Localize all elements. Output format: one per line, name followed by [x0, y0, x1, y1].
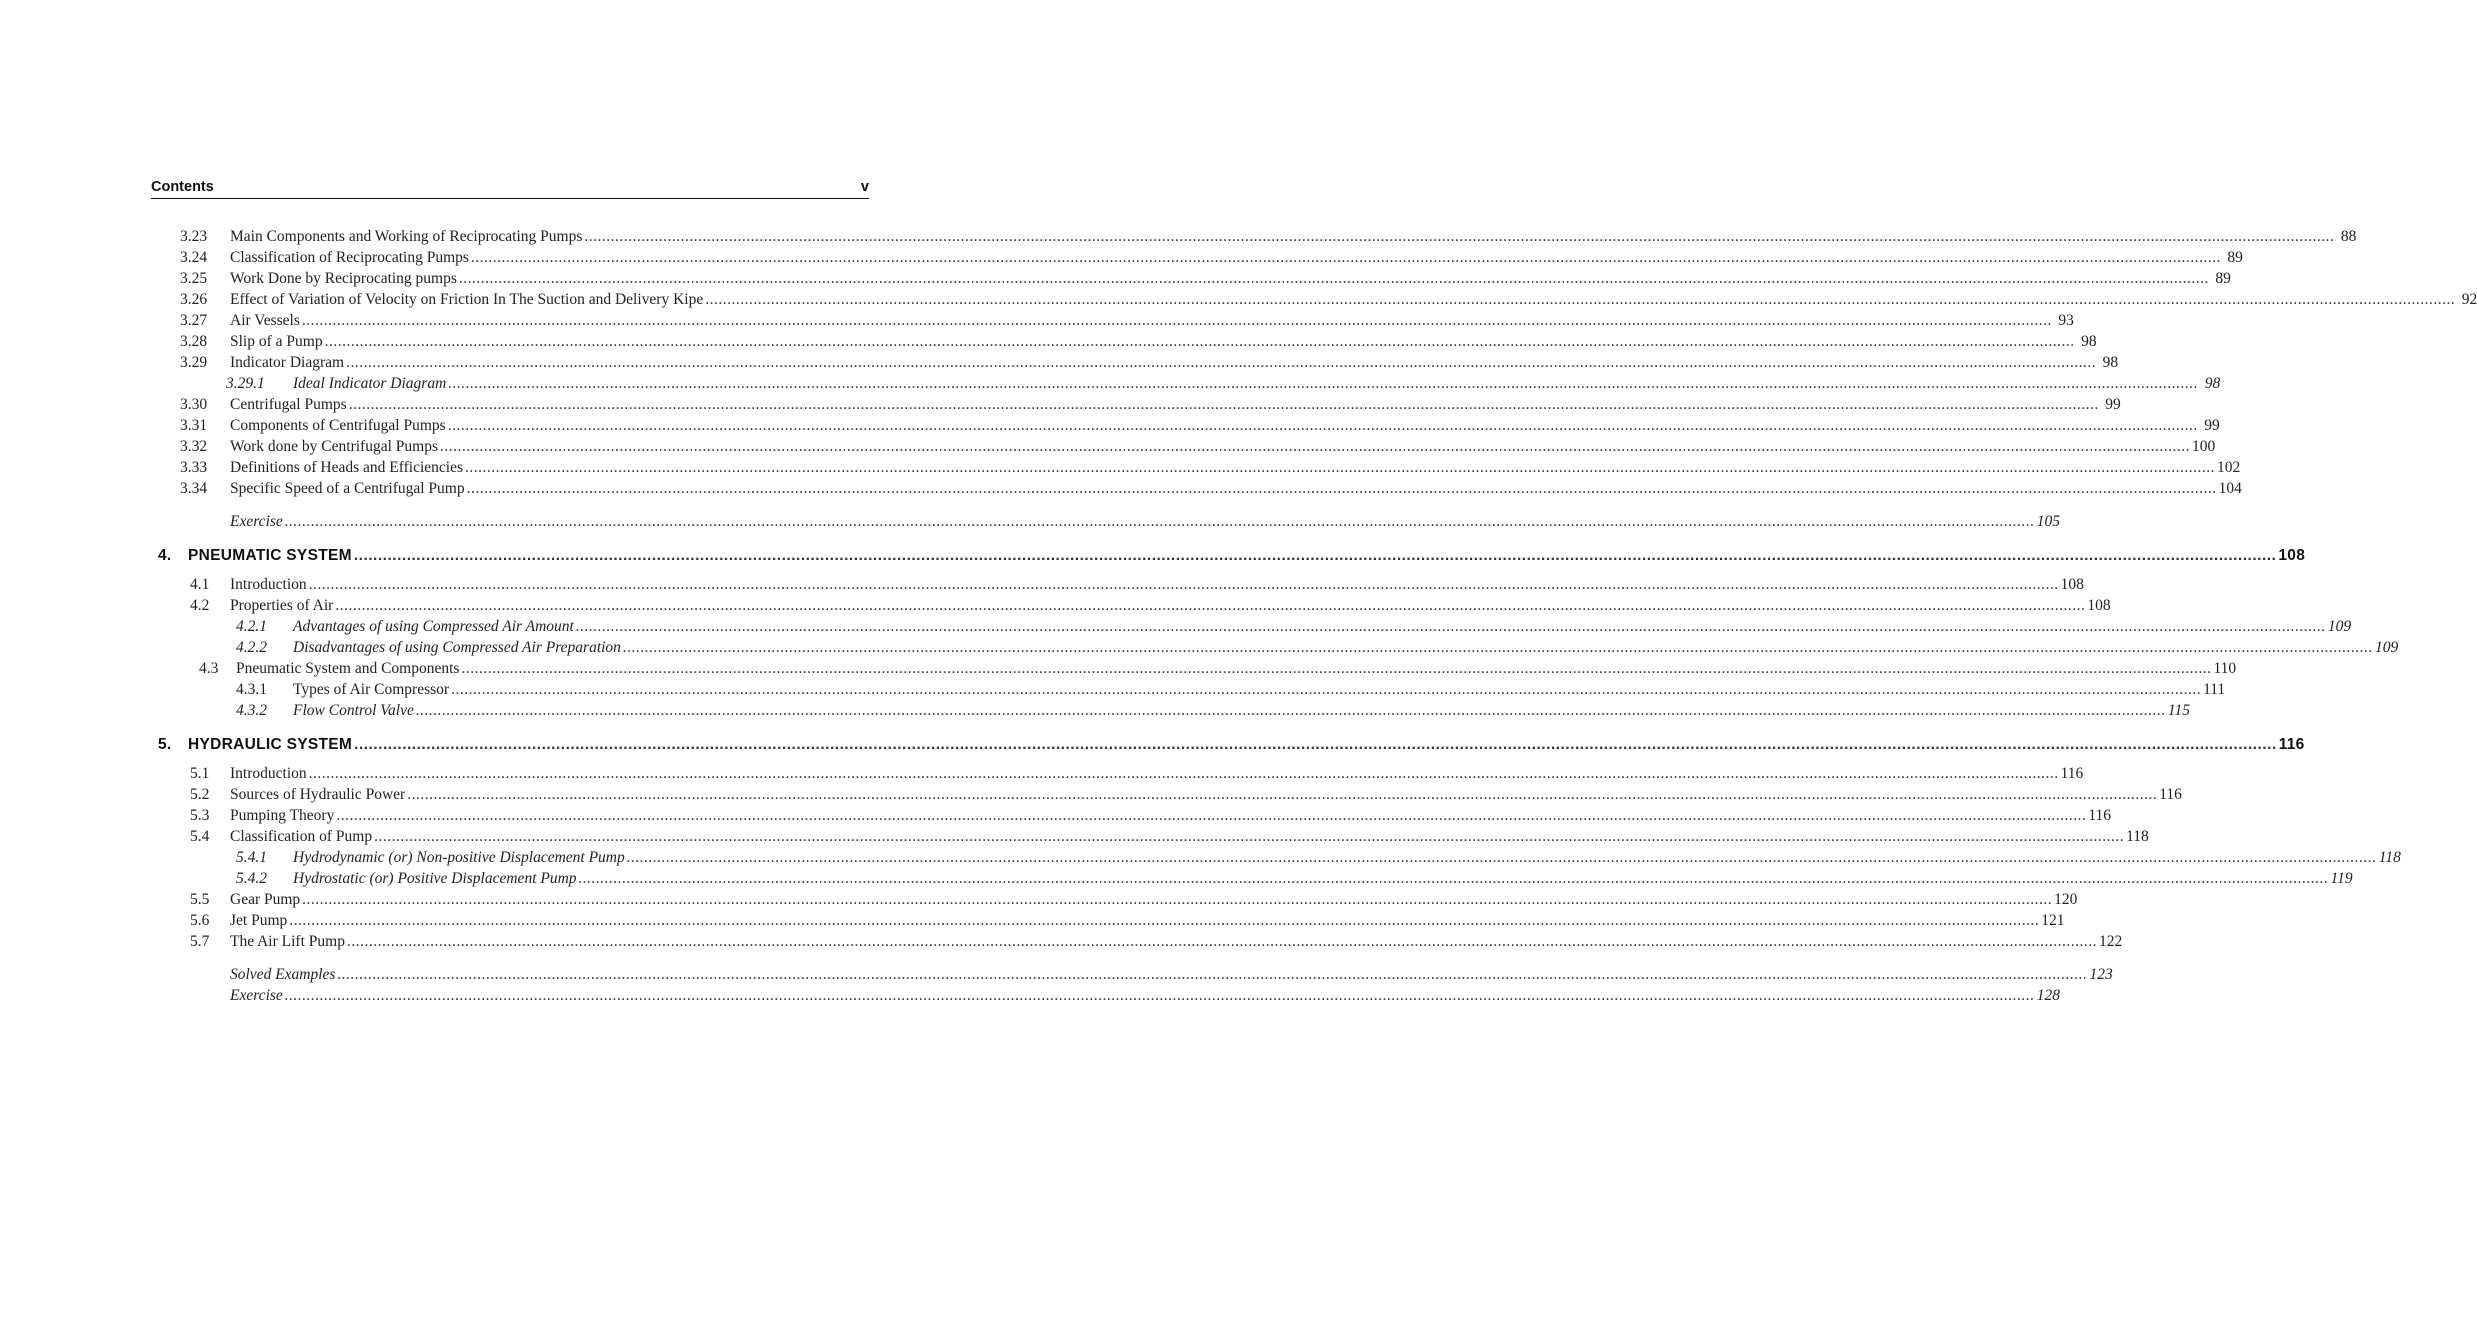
- toc-entry-title: The Air Lift Pump: [230, 933, 345, 950]
- toc-entry[interactable]: [170, 331, 2097, 352]
- toc-entry-number: 3.25: [180, 270, 208, 287]
- toc-entry-number: 5.2: [190, 786, 210, 803]
- toc-entry-number: 5.7: [190, 933, 210, 950]
- toc-entry-title: Components of Centrifugal Pumps: [230, 417, 446, 434]
- dot-leader: ................................................................................................................................................................................................................................................................................................................................................................................................................: [346, 933, 2097, 950]
- toc-entry[interactable]: [170, 964, 2113, 985]
- dot-leader: ................................................................................................................................................................................................................................................................................................................................................................................................................: [439, 438, 2190, 455]
- dot-leader: ................................................................................................................................................................................................................................................................................................................................................................................................................: [302, 891, 2053, 908]
- toc-entry-title: Work Done by Reciprocating pumps: [230, 270, 457, 287]
- dot-leader: ................................................................................................................................................................................................................................................................................................................................................................................................................: [346, 354, 2097, 371]
- toc-entry-page: 88: [2340, 228, 2357, 245]
- chapter-title: HYDRAULIC SYSTEM: [188, 736, 353, 753]
- toc-entry-number: 5.5: [190, 891, 210, 908]
- toc-entry-title: Solved Examples: [230, 966, 336, 983]
- toc-entry-page: 120: [2054, 891, 2078, 908]
- dot-leader: ................................................................................................................................................................................................................................................................................................................................................................................................................: [470, 249, 2221, 266]
- toc-entry-page: 92: [2461, 291, 2477, 308]
- toc-entry-title: Types of Air Compressor: [293, 681, 450, 698]
- toc-entry-number: 3.32: [180, 438, 208, 455]
- toc-entry-page: 109: [2327, 618, 2352, 635]
- toc-entry-page: 108: [2087, 597, 2111, 614]
- dot-leader: ................................................................................................................................................................................................................................................................................................................................................................................................................: [584, 228, 2335, 245]
- toc-entry-page: 118: [2378, 849, 2401, 866]
- toc-entry-page: 102: [2217, 459, 2241, 476]
- toc-entry[interactable]: [170, 268, 2231, 289]
- toc-entry-number: 3.23: [180, 228, 208, 245]
- toc-entry-number: 3.29: [180, 354, 208, 371]
- toc-entry-number: 3.26: [180, 291, 208, 308]
- dot-leader: ................................................................................................................................................................................................................................................................................................................................................................................................................: [451, 681, 2202, 698]
- toc-entry-title: Air Vessels: [230, 312, 300, 329]
- toc-entry-title: Work done by Centrifugal Pumps: [230, 438, 438, 455]
- dot-leader: ................................................................................................................................................................................................................................................................................................................................................................................................................: [374, 828, 2125, 845]
- toc-entry[interactable]: [170, 616, 2352, 637]
- toc-entry-page: 93: [2058, 312, 2074, 329]
- toc-entry-title: Exercise: [230, 513, 283, 530]
- toc-entry[interactable]: [170, 805, 2112, 826]
- dot-leader: ................................................................................................................................................................................................................................................................................................................................................................................................................: [705, 291, 2456, 308]
- toc-entry-page: 100: [2191, 438, 2216, 455]
- toc-entry-title: Hydrostatic (or) Positive Displacement Pump: [293, 870, 577, 887]
- chapter-page: 108: [2278, 547, 2306, 564]
- toc-entry[interactable]: [170, 679, 2226, 700]
- toc-entry-page: 110: [2213, 660, 2237, 677]
- toc-entry-page: 108: [2060, 576, 2084, 593]
- toc-entry-title: Slip of a Pump: [230, 333, 323, 350]
- toc-entry-title: Sources of Hydraulic Power: [230, 786, 406, 803]
- toc-entry-number: 3.30: [180, 396, 208, 413]
- dot-leader: ................................................................................................................................................................................................................................................................................................................................................................................................................: [301, 312, 2052, 329]
- toc-entry-number: 3.24: [180, 249, 208, 266]
- dot-leader: ................................................................................................................................................................................................................................................................................................................................................................................................................: [284, 513, 2035, 530]
- dot-leader: ................................................................................................................................................................................................................................................................................................................................................................................................................: [575, 618, 2326, 635]
- dot-leader: ................................................................................................................................................................................................................................................................................................................................................................................................................: [466, 480, 2217, 497]
- toc-entry[interactable]: [170, 310, 2074, 331]
- toc-entry-page: 116: [2088, 807, 2112, 824]
- toc-entry-number: 3.33: [180, 459, 208, 476]
- toc-entry[interactable]: [170, 931, 2123, 952]
- toc-entry[interactable]: [170, 985, 2061, 1006]
- toc-entry[interactable]: [170, 352, 2119, 373]
- page-number: v: [860, 179, 869, 195]
- page-header: [151, 178, 869, 199]
- toc-entry-number: 5.3: [190, 807, 210, 824]
- toc-entry-page: 122: [2098, 933, 2123, 950]
- toc-entry-page: 111: [2203, 681, 2226, 698]
- dot-leader: ................................................................................................................................................................................................................................................................................................................................................................................................................: [622, 639, 2373, 656]
- toc-entry[interactable]: [170, 700, 2190, 721]
- toc-entry[interactable]: [170, 637, 2399, 658]
- dot-leader: ................................................................................................................................................................................................................................................................................................................................................................................................................: [348, 396, 2099, 413]
- toc-entry-number: 5.6: [190, 912, 210, 929]
- dot-leader: ................................................................................................................................................................................................................................................................................................................................................................................................................: [447, 417, 2198, 434]
- dot-leader: ................................................................................................................................................................................................................................................................................................................................................................................................................: [458, 270, 2209, 287]
- toc-entry-title: Pneumatic System and Components: [236, 660, 460, 677]
- toc-entry-number: 3.29.1: [226, 375, 265, 392]
- toc-entry-page: 128: [2036, 987, 2061, 1004]
- toc-entry[interactable]: [170, 415, 2220, 436]
- toc-entry[interactable]: [170, 478, 2242, 499]
- toc-entry-title: Centrifugal Pumps: [230, 396, 347, 413]
- toc-entry-title: Indicator Diagram: [230, 354, 345, 371]
- toc-entry-number: 4.2.2: [236, 639, 267, 656]
- toc-entry-page: 116: [2060, 765, 2084, 782]
- toc-entry[interactable]: [170, 394, 2121, 415]
- toc-entry-title: Gear Pump: [230, 891, 301, 908]
- toc-chapter[interactable]: [158, 733, 2305, 757]
- toc-entry-number: 3.27: [180, 312, 208, 329]
- toc-entry-number: 3.28: [180, 333, 208, 350]
- toc-entry-title: Flow Control Valve: [293, 702, 414, 719]
- toc-entry[interactable]: [170, 247, 2243, 268]
- toc-entry-number: 3.31: [180, 417, 208, 434]
- dot-leader: ................................................................................................................................................................................................................................................................................................................................................................................................................: [626, 849, 2377, 866]
- chapter-number: 4.: [158, 547, 172, 564]
- toc-entry-page: 89: [2227, 249, 2243, 266]
- toc-entry[interactable]: [170, 373, 2221, 394]
- chapter-number: 5.: [158, 736, 172, 753]
- toc-entry-number: 5.4.2: [236, 870, 267, 887]
- toc-entry-page: 99: [2204, 417, 2220, 434]
- dot-leader: ................................................................................................................................................................................................................................................................................................................................................................................................................: [337, 966, 2088, 983]
- toc-entry[interactable]: [170, 658, 2237, 679]
- toc-entry[interactable]: [170, 289, 2477, 310]
- toc-entry-title: Jet Pump: [230, 912, 288, 929]
- toc-entry[interactable]: [170, 574, 2084, 595]
- toc-entry[interactable]: [170, 826, 2149, 847]
- toc-entry[interactable]: [170, 868, 2353, 889]
- toc-entry-title: Properties of Air: [230, 597, 334, 614]
- toc-entry-title: Effect of Variation of Velocity on Friction In The Suction and Delivery Kipe: [230, 291, 704, 308]
- toc-entry-title: Hydrodynamic (or) Non-positive Displacement Pump: [293, 849, 625, 866]
- toc-entry-page: 109: [2374, 639, 2399, 656]
- chapter-title: PNEUMATIC SYSTEM: [188, 547, 352, 564]
- toc-entry-number: 4.2: [190, 597, 210, 614]
- toc-entry-page: 89: [2215, 270, 2231, 287]
- toc-entry-page: 99: [2105, 396, 2121, 413]
- toc-entry-page: 98: [2102, 354, 2119, 371]
- toc-entry-page: 104: [2218, 480, 2242, 497]
- toc-entry-page: 115: [2167, 702, 2190, 719]
- toc-entry-number: 5.4.1: [236, 849, 267, 866]
- dot-leader: ................................................................................................................................................................................................................................................................................................................................................................................................................: [354, 736, 2277, 753]
- dot-leader: ................................................................................................................................................................................................................................................................................................................................................................................................................: [461, 660, 2212, 677]
- toc-entry-page: 98: [2204, 375, 2221, 392]
- dot-leader: ................................................................................................................................................................................................................................................................................................................................................................................................................: [415, 702, 2166, 719]
- toc-entry-title: Classification of Pump: [230, 828, 373, 845]
- dot-leader: ................................................................................................................................................................................................................................................................................................................................................................................................................: [336, 807, 2087, 824]
- toc-entry-number: 4.1: [190, 576, 210, 593]
- toc-entry-title: Introduction: [230, 576, 307, 593]
- toc-entry-number: 4.3: [199, 660, 219, 677]
- toc-entry-title: Definitions of Heads and Efficiencies: [230, 459, 463, 476]
- toc-entry-page: 118: [2126, 828, 2149, 845]
- toc-entry[interactable]: [170, 889, 2078, 910]
- toc-entry-title: Specific Speed of a Centrifugal Pump: [230, 480, 465, 497]
- toc-entry-page: 116: [2159, 786, 2182, 803]
- running-title: Contents: [151, 179, 214, 195]
- toc-entry-number: 5.1: [190, 765, 210, 782]
- toc-entry[interactable]: [170, 847, 2401, 868]
- dot-leader: ................................................................................................................................................................................................................................................................................................................................................................................................................: [448, 375, 2199, 392]
- toc-entry-number: 4.2.1: [236, 618, 267, 635]
- toc-entry-title: Pumping Theory: [230, 807, 335, 824]
- dot-leader: ................................................................................................................................................................................................................................................................................................................................................................................................................: [308, 576, 2059, 593]
- toc-entry-number: 5.4: [190, 828, 210, 845]
- dot-leader: ................................................................................................................................................................................................................................................................................................................................................................................................................: [353, 547, 2277, 564]
- toc-entry[interactable]: [170, 436, 2216, 457]
- toc-entry-title: Classification of Reciprocating Pumps: [230, 249, 469, 266]
- dot-leader: ................................................................................................................................................................................................................................................................................................................................................................................................................: [335, 597, 2086, 614]
- chapter-page: 116: [2278, 736, 2305, 753]
- toc-entry-page: 121: [2041, 912, 2065, 929]
- toc-entry[interactable]: [170, 226, 2357, 247]
- toc-entry-title: Main Components and Working of Reciprocating Pumps: [230, 228, 583, 245]
- toc-entry[interactable]: [170, 595, 2111, 616]
- toc-entry-title: Advantages of using Compressed Air Amount: [293, 618, 574, 635]
- toc-entry-page: 105: [2036, 513, 2061, 530]
- toc-entry[interactable]: [170, 457, 2241, 478]
- toc-entry-title: Exercise: [230, 987, 283, 1004]
- dot-leader: ................................................................................................................................................................................................................................................................................................................................................................................................................: [465, 459, 2215, 476]
- toc-entry[interactable]: [170, 910, 2065, 931]
- toc-chapter[interactable]: [158, 544, 2306, 568]
- toc-entry[interactable]: [170, 784, 2182, 805]
- toc-entry-page: 123: [2089, 966, 2113, 983]
- toc-entry[interactable]: [170, 763, 2084, 784]
- toc-entry-title: Disadvantages of using Compressed Air Preparation: [293, 639, 621, 656]
- toc-entry-number: 4.3.2: [236, 702, 267, 719]
- toc-entry-page: 119: [2330, 870, 2353, 887]
- dot-leader: ................................................................................................................................................................................................................................................................................................................................................................................................................: [324, 333, 2075, 350]
- toc-entry-page: 98: [2081, 333, 2097, 350]
- toc-entry-title: Introduction: [230, 765, 307, 782]
- dot-leader: ................................................................................................................................................................................................................................................................................................................................................................................................................: [578, 870, 2329, 887]
- dot-leader: ................................................................................................................................................................................................................................................................................................................................................................................................................: [289, 912, 2040, 929]
- dot-leader: ................................................................................................................................................................................................................................................................................................................................................................................................................: [407, 786, 2158, 803]
- toc-entry-title: Ideal Indicator Diagram: [293, 375, 447, 392]
- toc-entry[interactable]: [170, 511, 2061, 532]
- dot-leader: ................................................................................................................................................................................................................................................................................................................................................................................................................: [284, 987, 2035, 1004]
- toc-entry-number: 4.3.1: [236, 681, 267, 698]
- dot-leader: ................................................................................................................................................................................................................................................................................................................................................................................................................: [308, 765, 2059, 782]
- toc-entry-number: 3.34: [180, 480, 208, 497]
